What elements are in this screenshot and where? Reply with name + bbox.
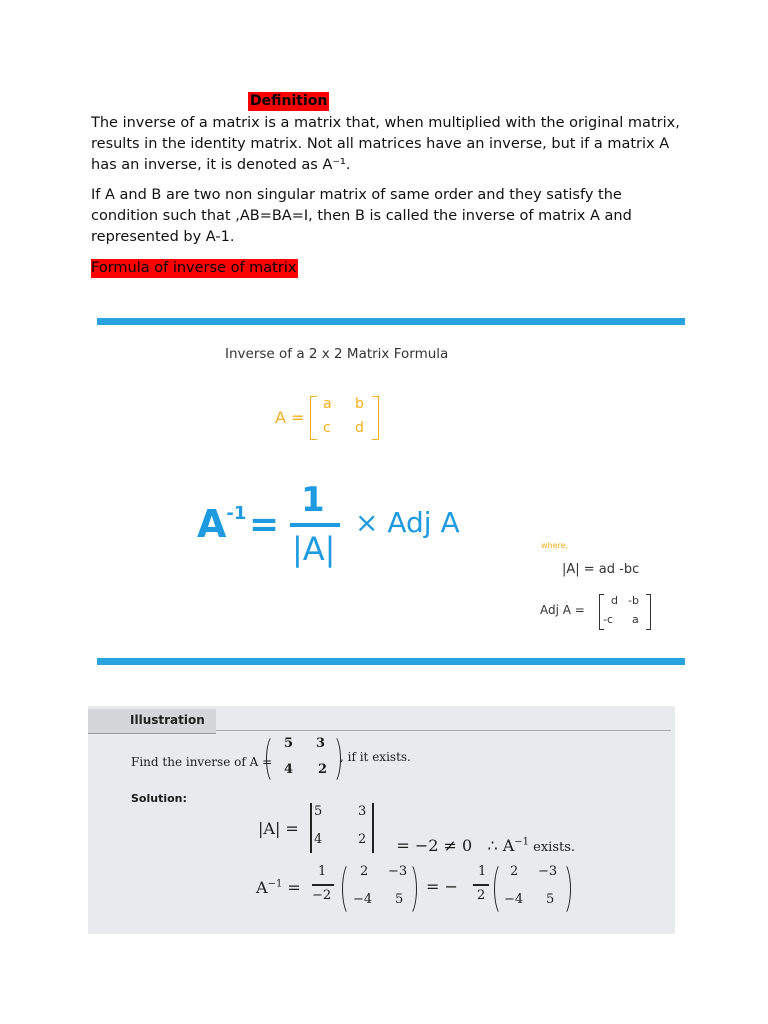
det-entry: 2 [358,832,367,847]
mat2-entry: 2 [510,864,519,879]
determinant-definition: |A| = ad -bc [562,562,640,577]
inverse-base: A [256,878,268,897]
illustration-photo [88,706,675,934]
inverse-base: A [197,502,227,546]
question-left-paren [266,734,283,784]
det-entry: 3 [358,804,367,819]
definition-paragraph: The inverse of a matrix is a matrix that, when multiplied with the original matrix, results in the identity matrix. Not all matrices have an inverse, but if a matrix A has an inverse, it is denoted as A⁻¹. [91,115,680,173]
bottom-accent-bar [97,658,685,665]
mat1-left-paren [342,862,359,916]
det-left-bar [310,803,312,853]
fraction2-bar [473,884,489,886]
inverse-lhs [197,502,246,546]
tab-rule [216,730,671,731]
adj-entry: d [611,594,618,607]
det-right-bar [372,803,374,853]
mat2-entry: −4 [504,892,524,907]
question-entry: 2 [318,762,328,777]
equals-sign: = [249,504,280,545]
question-entry: 5 [284,736,294,751]
det-exists: exists. [529,840,576,855]
det-exponent: −1 [514,836,530,848]
matrix-entry: c [323,420,331,436]
mat2-left-paren [494,862,511,916]
adj-entry: a [632,613,639,626]
mat1-entry: 2 [360,864,369,879]
fraction1-denominator: −2 [312,888,332,903]
solution-label: Solution: [131,792,187,805]
inverse-condition-paragraph: If A and B are two non singular matrix of same order and they satisfy the condition such that ,AB=BA=I, then B is called the inverse of matrix A and represented by A-1. [91,187,632,245]
question-suffix: , if it exists. [340,750,411,764]
fraction-numerator: 1 [301,480,325,520]
matrix-a-label: A = [275,408,305,427]
inverse-equals: = [282,878,301,897]
mat1-entry: −4 [353,892,373,907]
fraction-bar [290,523,340,527]
mat2-entry: 5 [546,892,555,907]
det-result-text: = −2 ≠ 0 ∴ A [396,836,515,855]
inverse-exponent: -1 [226,503,247,525]
mat1-entry: 5 [395,892,404,907]
inverse-exponent: −1 [267,878,283,890]
matrix-entry: a [323,396,332,412]
adj-entry: -b [628,594,639,607]
definition-heading: Definition [250,93,328,109]
left-bracket [310,396,317,440]
fraction1-bar [312,884,334,886]
matrix-entry: b [355,396,364,412]
equals-minus: = − [426,877,458,896]
question-entry: 3 [316,736,326,751]
fraction1-numerator: 1 [318,864,327,879]
inverse-formula-figure [97,316,685,666]
matrix-entry: d [355,420,364,436]
adj-entry: -c [603,613,614,626]
det-entry: 5 [314,804,323,819]
adj-a-label: Adj A = [540,603,585,617]
where-label: where, [541,541,569,550]
adj-right-bracket [646,594,651,630]
formula-heading: Formula of inverse of matrix [91,260,297,276]
mat1-entry: −3 [388,864,408,879]
fraction2-numerator: 1 [478,864,487,879]
figure-title: Inverse of a 2 x 2 Matrix Formula [225,346,449,362]
times-adj-a: × Adj A [355,506,460,539]
question-entry: 4 [284,762,294,777]
right-bracket [372,396,379,440]
mat2-entry: −3 [538,864,558,879]
top-accent-bar [97,318,685,325]
determinant-lhs: |A| = [258,819,299,838]
question-text: Find the inverse of A = [131,755,273,769]
fraction-denominator: |A| [292,530,336,568]
inverse-lhs [256,878,301,897]
det-entry: 4 [314,832,323,847]
fraction2-denominator: 2 [477,888,486,903]
illustration-tag: Illustration [130,713,205,727]
